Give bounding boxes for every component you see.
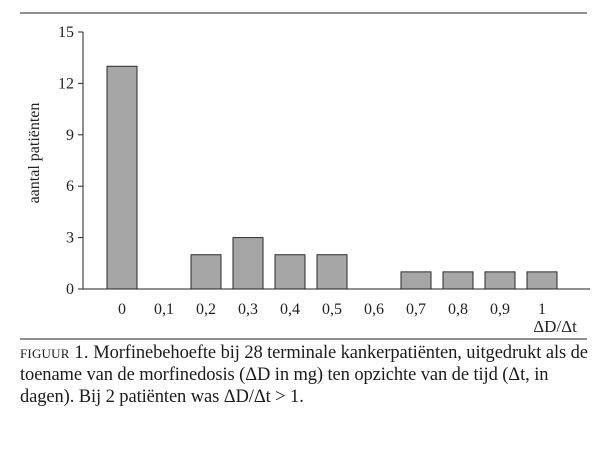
x-tick-label: 0,3 (238, 301, 258, 318)
x-tick-label: 0 (118, 301, 126, 318)
bar (233, 238, 263, 289)
y-tick-label: 9 (66, 126, 74, 144)
y-tick-label: 12 (58, 75, 74, 93)
x-axis (83, 289, 590, 318)
bar (401, 272, 431, 289)
x-tick-label: 0,4 (280, 301, 300, 318)
x-tick-label: 0,8 (448, 301, 468, 318)
caption-label: figuur 1. (20, 343, 89, 363)
bar (527, 272, 557, 289)
bar (191, 255, 221, 289)
x-tick-label: 0,2 (196, 301, 216, 318)
x-tick-label: 1 (538, 301, 546, 318)
y-tick-label: 3 (66, 229, 74, 247)
x-tick-label: 0,1 (154, 301, 174, 318)
x-tick-label: 0,7 (406, 301, 426, 318)
x-tick-label: 0,5 (322, 301, 342, 318)
bar (275, 255, 305, 289)
bars (107, 66, 557, 289)
y-tick-label: 15 (58, 24, 74, 41)
y-tick-label: 0 (66, 281, 74, 298)
y-axis-label: aantal patiënten (26, 102, 43, 204)
figure-caption (20, 342, 590, 408)
x-tick-label: 0,9 (490, 301, 510, 318)
bar (107, 66, 137, 289)
x-axis-label: ΔD/Δt (533, 317, 577, 336)
y-axis (58, 24, 83, 298)
caption-text: Morfinebehoefte bij 28 terminale kankerpatiënten, uitgedrukt als de toename van de morfinedosis (ΔD in mg) ten opzichte van de tijd (Δt, in dagen). Bij 2 patiënten was ΔD/Δt > 1. (20, 343, 588, 407)
y-tick-label: 6 (66, 178, 74, 196)
bar (485, 272, 515, 289)
bar (443, 272, 473, 289)
x-tick-label: 0,6 (364, 301, 384, 318)
bar (317, 255, 347, 289)
